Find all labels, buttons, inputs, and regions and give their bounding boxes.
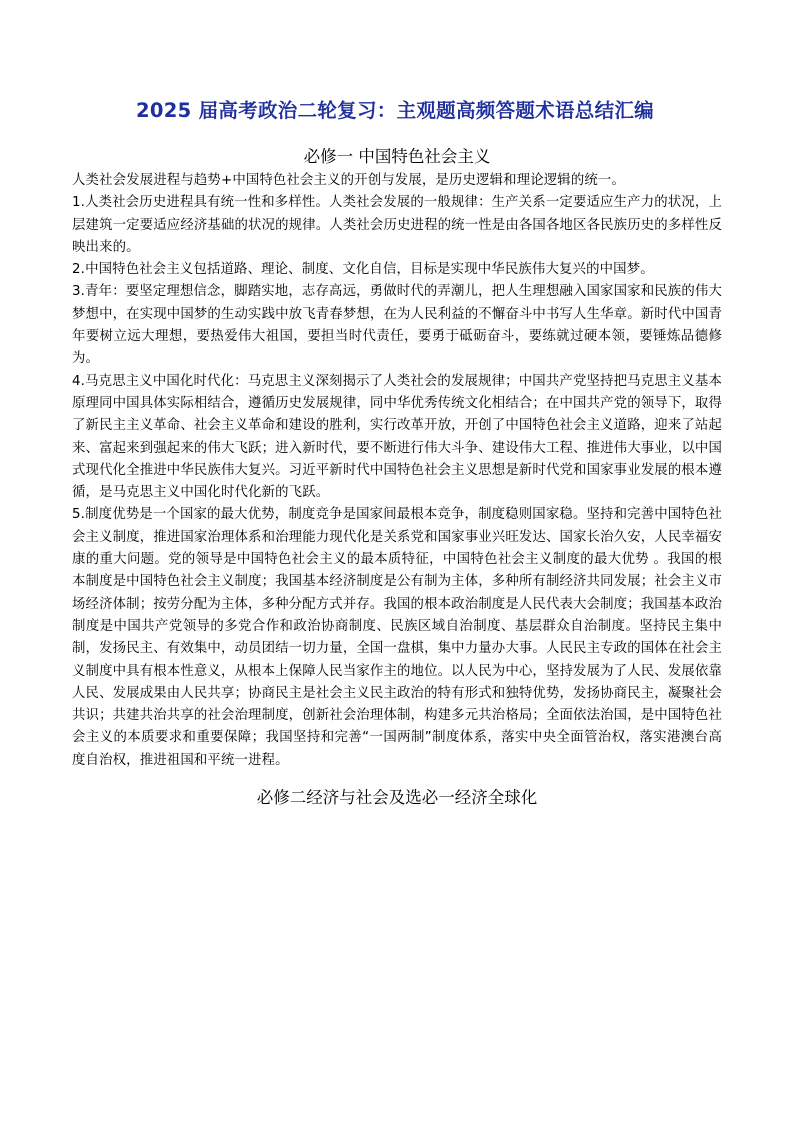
section-heading-compulsory-2: 必修二经济与社会及选必一经济全球化 <box>256 788 538 808</box>
paragraph-5-institutional-advantage: 5.制度优势是一个国家的最大优势，制度竞争是国家间最根本竞争，制度稳则国家稳。坚持和完善中国特色社会主义制度，推进国家治理体系和治理能力现代化是关系党和国家事业兴旺发达、国家长治久安，人民幸福安康的重大问题。党的领导是中国特色社会主义的最本质特征，中国特色社会主义制度的最大优势 。我国的根本制度是中国特色社会主义制度；我国基本经济制度是公有制为主体，多种所有制经济共同发展；社会主义市场经济体制；按劳分配为主体，多种分配方式并存。我国的根本政治制度是人民代表大会制度；我国基本政治制度是中国共产党领导的多党合作和政治协商制度、民族区域自治制度、基层群众自治制度。坚持民主集中制，发扬民主、有效集中，动员团结一切力量，全国一盘棋，集中力量办大事。人民民主专政的国体在社会主义制度中具有根本性意义，从根本上保障人民当家作主的地位。以人民为中心，坚持发展为了人民、发展依靠人民、发展成果由人民共享；协商民主是社会主义民主政治的特有形式和独特优势，发扬协商民主，凝聚社会共识；共建共治共享的社会治理制度，创新社会治理体制，构建多元共治格局；全面依法治国，是中国特色社会主义的本质要求和重要保障；我国坚持和完善“一国两制”制度体系，落实中央全面管治权，落实港澳台高度自治权，推进祖国和平统一进程。 <box>72 507 722 768</box>
intro-paragraph: 人类社会发展进程与趋势+中国特色社会主义的开创与发展，是历史逻辑和理论逻辑的统一。 <box>72 173 625 188</box>
document-title: 2025 届高考政治二轮复习：主观题高频答题术语总结汇编 <box>136 99 654 122</box>
document-page <box>72 98 722 810</box>
paragraph-2-socialism-confidence: 2.中国特色社会主义包括道路、理论、制度、文化自信，目标是实现中华民族伟大复兴的中国梦。 <box>72 262 654 278</box>
paragraph-1-social-history: 1.人类社会历史进程具有统一性和多样性。人类社会发展的一般规律：生产关系一定要适应生产力的状况，上层建筑一定要适应经济基础的状况的规律。人类社会历史进程的统一性是由各国各地区各民族历史的多样性反映出来的。 <box>72 195 722 255</box>
section-heading-compulsory-1: 必修一 中国特色社会主义 <box>303 147 491 166</box>
paragraph-3-youth: 3.青年：要坚定理想信念，脚踏实地，志存高远，勇做时代的弄潮儿，把人生理想融入国家国家和民族的伟大梦想中，在实现中国梦的生动实践中放飞青春梦想，在为人民利益的不懈奋斗中书写人生华章。新时代中国青年要树立远大理想，要热爱伟大祖国，要担当时代责任，要勇于砥砺奋斗，要练就过硬本领，要锤炼品德修为。 <box>72 284 722 367</box>
paragraph-4-marxism-sinicization: 4.马克思主义中国化时代化：马克思主义深刻揭示了人类社会的发展规律；中国共产党坚持把马克思主义基本原理同中国具体实际相结合，遵循历史发展规律，同中华优秀传统文化相结合；在中国共产党的领导下，取得了新民主主义革命、社会主义革命和建设的胜利，实行改革开放，开创了中国特色社会主义道路，迎来了站起来、富起来到强起来的伟大飞跃；进入新时代，要不断进行伟大斗争、建设伟大工程、推进伟大事业，以中国式现代化全推进中华民族伟大复兴。习近平新时代中国特色社会主义思想是新时代党和国家事业发展的根本遵循，是马克思主义中国化时代化新的飞跃。 <box>72 373 722 501</box>
